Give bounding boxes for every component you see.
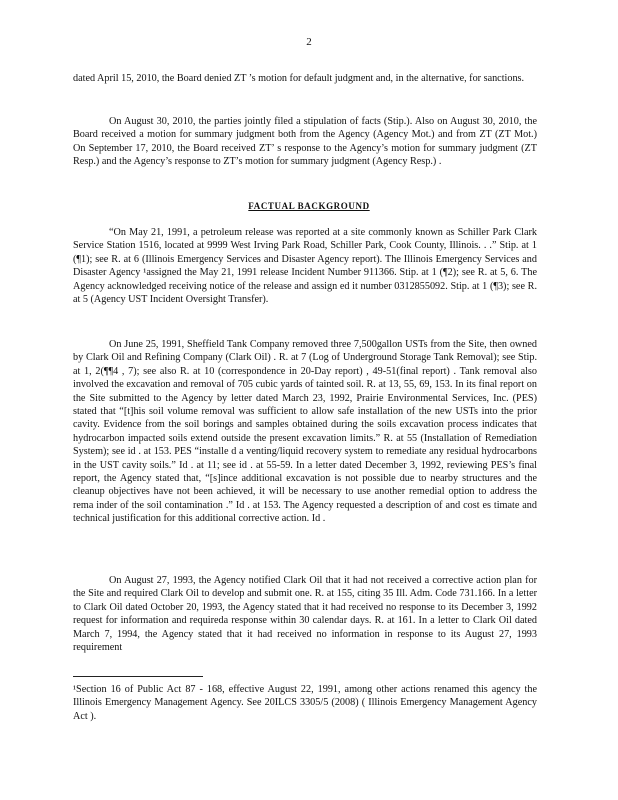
paragraph-1: dated April 15, 2010, the Board denied ZT ’s motion for default judgment and, in the alternative, for sanctions. [73,73,525,84]
page-number: 2 [306,36,312,48]
paragraph-3: “On May 21, 1991, a petroleum release was reported at a site commonly known as Schiller Park Clark Service Station 1516, located at 9999 West Irving Park Road, Schiller Park, Cook County, Illinois. . .” Stip. at 1 (¶1); see R. at 6 (Illinois Emergency Services and Disaster Agency report). The Illinois Emergency Services and Disaster Agency ¹assigned the May 21, 1991 release Incident Number 911366. Stip. at 1 (¶2); see R. at 5, 6. The Agency acknowledged receiving notice of the release and assign ed it number 0312855092. Stip. at 1 (¶3); see R. at 5 (Agency UST Incident Oversight Transfer). [73,227,537,306]
paragraph-2: On August 30, 2010, the parties jointly filed a stipulation of facts (Stip.). Also on August 30, 2010, the Board received a motion for summary judgment both from the Agency (Agency Mot.) and from ZT (ZT Mot.) On September 17, 2010, the Board received ZT’ s response to the Agency’s motion for summary judgment (ZT Resp.) and the Agency’s response to ZT’s motion for summary judgment (Agency Resp.) . [73,116,537,168]
paragraph-5: On August 27, 1993, the Agency notified Clark Oil that it had not received a corrective action plan for the Site and required Clark Oil to develop and submit one. R. at 155, citing 35 Ill. Adm. Code 731.166. In a letter to Clark Oil dated October 20, 1993, the Agency stated that it had received no response to its December 3, 1992 request for information and requireda response within 30 calendar days. R. at 161. In a letter to Clark Oil dated March 7, 1994, the Agency stated that it had received no information in response to its August 27, 1993 requirement [73,575,537,654]
paragraph-4: On June 25, 1991, Sheffield Tank Company removed three 7,500gallon USTs from the Site, then owned by Clark Oil and Refining Company (Clark Oil) . R. at 7 (Log of Underground Storage Tank Removal); see Stip. at 1, 2(¶¶4 , 7); see also R. at 10 (correspondence in 20-Day report) , 49-51(final report) . Tank removal also involved the excavation and removal of 705 cubic yards of tainted soil. R. at 13, 55, 69, 153. In its final report on the Site submitted to the Agency by letter dated March 23, 1992, Prairie Environmental Services, Inc. (PES) stated that “[t]his soil volume removal was sufficient to allow safe installation of the new USTs into the prior cavity. Evidence from the soil borings and samples obtained during the soils excavation process indicates that hydrocarbon impacted soils extend outside the present excavation limits.” R. at 55 (Installation of Remediation System); see id . at 153. PES “installe d a venting/liquid recovery system to remediate any residual hydrocarbons in the UST cavity soils.” Id . at 11; see id . at 55-59. In a letter dated December 3, 1992, reviewing PES’s final report, the Agency stated that, “[s]ince additional excavation is not possible due to nearby structures and the cleanup objectives have not been achieved, it will be necessary to use another remedial option to address the rema inder of the soil contamination .” Id . at 153. The Agency requested a description of and cost es timate and technical justification for this additional corrective action. Id . [73,339,537,525]
section-heading: FACTUAL BACKGROUND [248,201,370,211]
footnote-divider [73,676,203,677]
footnote: ¹Section 16 of Public Act 87 - 168, effective August 22, 1991, among other actions renamed this agency the Illinois Emergency Management Agency. See 20ILCS 3305/5 (2008) ( Illinois Emergency Management Agency Act ). [73,684,537,722]
